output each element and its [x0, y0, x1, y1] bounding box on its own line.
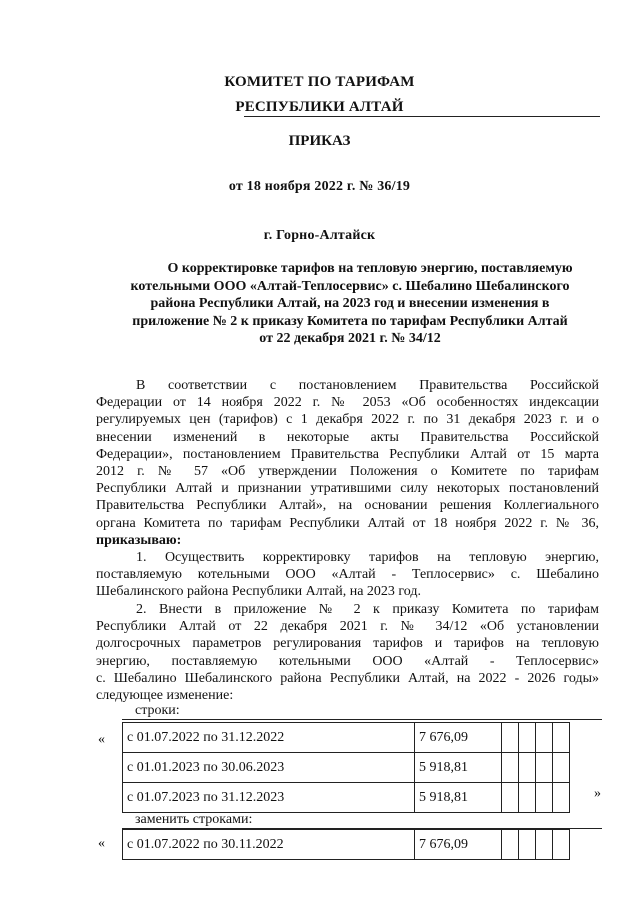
table-row [123, 830, 570, 860]
empty-cell [519, 753, 536, 783]
text-line: Шебалинского района Республики Алтай, на 2023 год. [96, 584, 422, 600]
subject-line: О корректировке тарифов на тепловую энергию, поставляемую [167, 261, 573, 276]
empty-cell [536, 753, 553, 783]
empty-cell [502, 830, 519, 860]
orders-word: приказываю: [96, 532, 182, 548]
value-cell: 5 918,81 [415, 783, 502, 813]
committee-name-line1: КОМИТЕТ ПО ТАРИФАМ [224, 74, 415, 90]
table-row [123, 753, 570, 783]
text-line: органа Комитета по тарифам Республики Алтай от 18 ноября 2022 г. № 36, [96, 515, 599, 531]
empty-cell [553, 830, 570, 860]
empty-cell [553, 753, 570, 783]
value-cell: 5 918,81 [415, 753, 502, 783]
empty-cell [502, 753, 519, 783]
open-quote: « [98, 836, 105, 851]
order-city: г. Горно-Алтайск [263, 228, 376, 243]
subject-line: от 22 декабря 2021 г. № 34/12 [259, 331, 441, 346]
open-quote: « [98, 732, 105, 747]
replace-label: заменить строками: [135, 812, 253, 827]
committee-name-line2: РЕСПУБЛИКИ АЛТАЙ [235, 99, 404, 115]
text-line: 1. Осуществить корректировку тарифов на тепловую энергию, [136, 550, 599, 565]
period-cell: с 01.07.2022 по 30.11.2022 [123, 830, 415, 860]
text-line: долгосрочных параметров регулирования тарифов и тарифов на тепловую [96, 636, 599, 652]
period-cell: с 01.07.2023 по 31.12.2023 [123, 783, 415, 813]
text-line: Правительства Республики Алтай», на основании решения Коллегиального [96, 498, 599, 514]
close-quote: » [594, 786, 601, 801]
label-rule [122, 719, 602, 720]
empty-cell [536, 830, 553, 860]
new-tariff-table [122, 829, 570, 860]
text-line: Республики Алтай от 22 декабря 2021 г. № 34/12 «Об установлении [96, 619, 599, 635]
text-line: энергию, поставляемую котельными ООО «Алтай - Теплосервис» [96, 653, 599, 669]
empty-cell [502, 723, 519, 753]
order-title: ПРИКАЗ [288, 133, 351, 149]
text-line: 2. Внести в приложение № 2 к приказу Комитета по тарифам [136, 602, 599, 617]
value-cell: 7 676,09 [415, 830, 502, 860]
preamble-paragraph [96, 377, 599, 549]
value-cell: 7 676,09 [415, 723, 502, 753]
text-line: Республики Алтай и признании утратившими силу некоторых постановлений [96, 481, 599, 497]
text-line: Федерации», постановлением Правительства Республики Алтай от 15 марта [96, 446, 599, 462]
order-subject [100, 260, 600, 348]
empty-cell [519, 723, 536, 753]
item-1-paragraph [96, 549, 599, 601]
table-row [123, 723, 570, 753]
empty-cell [536, 783, 553, 813]
text-line: с. Шебалино Шебалинского района Республики Алтай, на 2022 - 2026 годы» [96, 670, 599, 686]
text-line: регулируемых цен (тарифов) с 1 декабря 2022 г. по 31 декабря 2023 г. и о [96, 412, 599, 428]
text-line: В соответствии с постановлением Правительства Российской [136, 378, 599, 393]
table-row [123, 783, 570, 813]
old-tariff-table [122, 722, 570, 813]
rows-label: строки: [135, 703, 180, 718]
order-date-number: от 18 ноября 2022 г. № 36/19 [228, 179, 411, 194]
text-line: поставляемую котельными ООО «Алтай - Теплосервис» с. Шебалино [96, 567, 599, 583]
text-line: внесении изменений в некоторые акты Правительства Российской [96, 429, 599, 445]
empty-cell [519, 830, 536, 860]
empty-cell [536, 723, 553, 753]
period-cell: с 01.07.2022 по 31.12.2022 [123, 723, 415, 753]
item-2-paragraph [96, 601, 599, 704]
subject-line: котельными ООО «Алтай-Теплосервис» с. Шебалино Шебалинского [130, 278, 570, 294]
text-line: Федерации от 14 ноября 2022 г. № 2053 «Об особенностях индексации [96, 395, 599, 411]
text-line: следующее изменение: [96, 688, 234, 704]
empty-cell [553, 723, 570, 753]
empty-cell [553, 783, 570, 813]
empty-cell [502, 783, 519, 813]
period-cell: с 01.01.2023 по 30.06.2023 [123, 753, 415, 783]
subject-line: района Республики Алтай, на 2023 год и внесении изменения в [150, 296, 550, 311]
empty-cell [519, 783, 536, 813]
text-line: 2012 г. № 57 «Об утверждении Положения о Комитете по тарифам [96, 464, 599, 480]
subject-line: приложение № 2 к приказу Комитета по тарифам Республики Алтай [132, 313, 568, 329]
header-rule [244, 116, 600, 117]
